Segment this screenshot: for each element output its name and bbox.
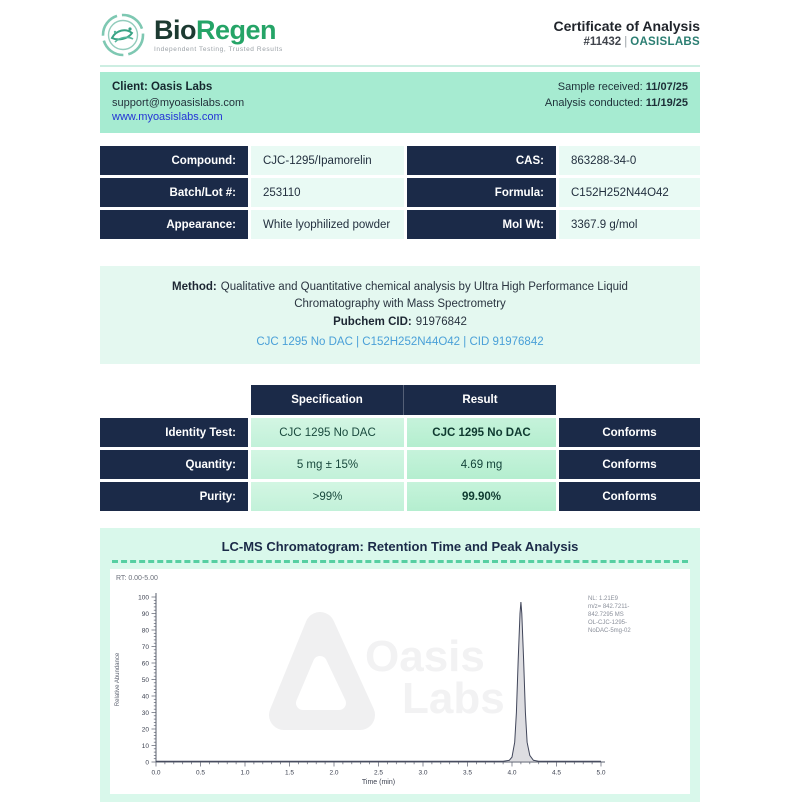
compound-value: CJC-1295/Ipamorelin: [251, 146, 404, 175]
header-divider: [100, 65, 700, 67]
purity-result: 99.90%: [407, 482, 556, 511]
svg-text:OL-CJC-1295-: OL-CJC-1295-: [588, 620, 628, 627]
brand-wordmark: [154, 17, 283, 44]
certificate-separator: |: [624, 36, 628, 48]
svg-text:4.5: 4.5: [551, 769, 562, 777]
purity-label: Purity:: [100, 482, 248, 511]
svg-text:1.0: 1.0: [240, 769, 250, 777]
certificate-subtitle: [553, 36, 700, 48]
svg-text:2.5: 2.5: [373, 769, 384, 777]
cas-value: 863288-34-0: [559, 146, 700, 175]
brand-bio: Bio: [154, 15, 196, 45]
sample-received-label: Sample received:: [557, 81, 646, 93]
svg-text:20: 20: [141, 726, 149, 734]
svg-text:10: 10: [141, 743, 149, 751]
pubchem-cid-value: 91976842: [415, 315, 467, 328]
svg-text:0.0: 0.0: [151, 769, 161, 777]
client-website-link[interactable]: www.myoasislabs.com: [112, 111, 223, 124]
svg-text:5.0: 5.0: [596, 769, 606, 777]
compound-label: Compound:: [100, 146, 248, 175]
header: [100, 12, 700, 60]
svg-text:RT: 0.00-5.00: RT: 0.00-5.00: [116, 575, 158, 583]
certificate-number: #11432: [583, 36, 622, 48]
svg-text:4.0: 4.0: [507, 769, 517, 777]
client-name: Client: Oasis Labs: [112, 81, 213, 93]
svg-text:70: 70: [141, 644, 149, 652]
results-header: [251, 385, 556, 415]
analysis-conducted-line: [545, 96, 688, 112]
dashed-divider: [112, 560, 688, 563]
svg-text:60: 60: [141, 660, 149, 668]
svg-text:Oasis: Oasis: [365, 632, 485, 682]
svg-text:NL: 1.21E9: NL: 1.21E9: [588, 596, 619, 603]
analysis-conducted-date: 11/19/25: [645, 96, 688, 109]
identity-test-status: Conforms: [559, 418, 700, 447]
pubchem-line: [138, 314, 662, 331]
molwt-label: Mol Wt:: [407, 210, 556, 239]
specification-column-header: Specification: [291, 394, 363, 407]
purity-status: Conforms: [559, 482, 700, 511]
svg-text:Labs: Labs: [402, 674, 505, 724]
certificate-title: Certificate of Analysis: [553, 18, 700, 34]
quantity-result: 4.69 mg: [407, 450, 556, 479]
svg-text:0.5: 0.5: [195, 769, 206, 777]
svg-text:Time (min): Time (min): [361, 779, 396, 787]
certificate-page: [100, 0, 700, 802]
quantity-spec: 5 mg ± 15%: [251, 450, 404, 479]
appearance-label: Appearance:: [100, 210, 248, 239]
chromatogram-plot: [110, 569, 690, 794]
results-header-spacer: [100, 385, 248, 415]
brand-text: [154, 17, 283, 53]
formula-value: C152H252N44O42: [559, 178, 700, 207]
bioregen-brand: [100, 12, 283, 58]
identity-test-spec: CJC 1295 No DAC: [251, 418, 404, 447]
svg-text:1.5: 1.5: [284, 769, 295, 777]
analysis-conducted-label: Analysis conducted:: [544, 96, 646, 109]
svg-text:0: 0: [145, 759, 149, 767]
svg-text:3.0: 3.0: [418, 769, 428, 777]
compound-info-table: [100, 146, 700, 239]
svg-text:30: 30: [141, 710, 149, 718]
pubchem-cid-label: Pubchem CID:: [333, 315, 412, 328]
sample-received-line: [545, 80, 688, 96]
sample-dates: [545, 80, 688, 125]
appearance-value: White lyophilized powder: [251, 210, 404, 239]
results-header-spacer: [559, 385, 700, 415]
sample-received-date: 11/07/25: [645, 81, 688, 93]
identity-test-result: CJC 1295 No DAC: [407, 418, 556, 447]
svg-text:m/z= 842.7211-: m/z= 842.7211-: [588, 604, 630, 611]
certificate-heading: [553, 12, 700, 48]
svg-text:100: 100: [138, 594, 149, 602]
svg-text:90: 90: [141, 611, 149, 619]
svg-text:Relative Abundance: Relative Abundance: [115, 653, 121, 707]
svg-text:80: 80: [141, 627, 149, 635]
svg-text:2.0: 2.0: [329, 769, 339, 777]
chromatogram-title: LC-MS Chromatogram: Retention Time and Peak Analysis: [221, 539, 579, 555]
results-table: [100, 385, 700, 511]
batch-label: Batch/Lot #:: [100, 178, 248, 207]
quantity-label: Quantity:: [100, 450, 248, 479]
svg-text:3.5: 3.5: [462, 769, 473, 777]
chromatogram-panel: [100, 528, 700, 802]
result-column-header: Result: [403, 385, 556, 415]
method-text: Qualitative and Quantitative chemical analysis by Ultra High Performance Liquid Chromatography with Mass Spectrometry: [220, 281, 628, 311]
svg-text:842.7295 MS: 842.7295 MS: [588, 612, 624, 619]
client-email: support@myoasislabs.com: [112, 96, 245, 109]
client-details: [112, 80, 244, 125]
purity-spec: >99%: [251, 482, 404, 511]
formula-label: Formula:: [407, 178, 556, 207]
brand-tagline: Independent Testing, Trusted Results: [154, 46, 283, 53]
cas-label: CAS:: [407, 146, 556, 175]
quantity-status: Conforms: [559, 450, 700, 479]
svg-text:50: 50: [141, 677, 149, 685]
svg-text:NoDAC-5mg-02: NoDAC-5mg-02: [588, 628, 631, 635]
pubchem-link[interactable]: CJC 1295 No DAC | C152H252N44O42 | CID 91976842: [256, 335, 544, 348]
method-section: [100, 266, 700, 364]
svg-text:40: 40: [141, 693, 149, 701]
client-info-bar: [100, 72, 700, 133]
method-description: [138, 279, 662, 314]
bioregen-logo-icon: [100, 12, 146, 58]
batch-value: 253110: [251, 178, 404, 207]
identity-test-label: Identity Test:: [100, 418, 248, 447]
method-label: Method:: [172, 281, 217, 294]
brand-regen: Regen: [196, 15, 277, 45]
chromatogram-svg: [110, 569, 690, 794]
certificate-lab-name: OASISLABS: [630, 36, 700, 48]
molwt-value: 3367.9 g/mol: [559, 210, 700, 239]
